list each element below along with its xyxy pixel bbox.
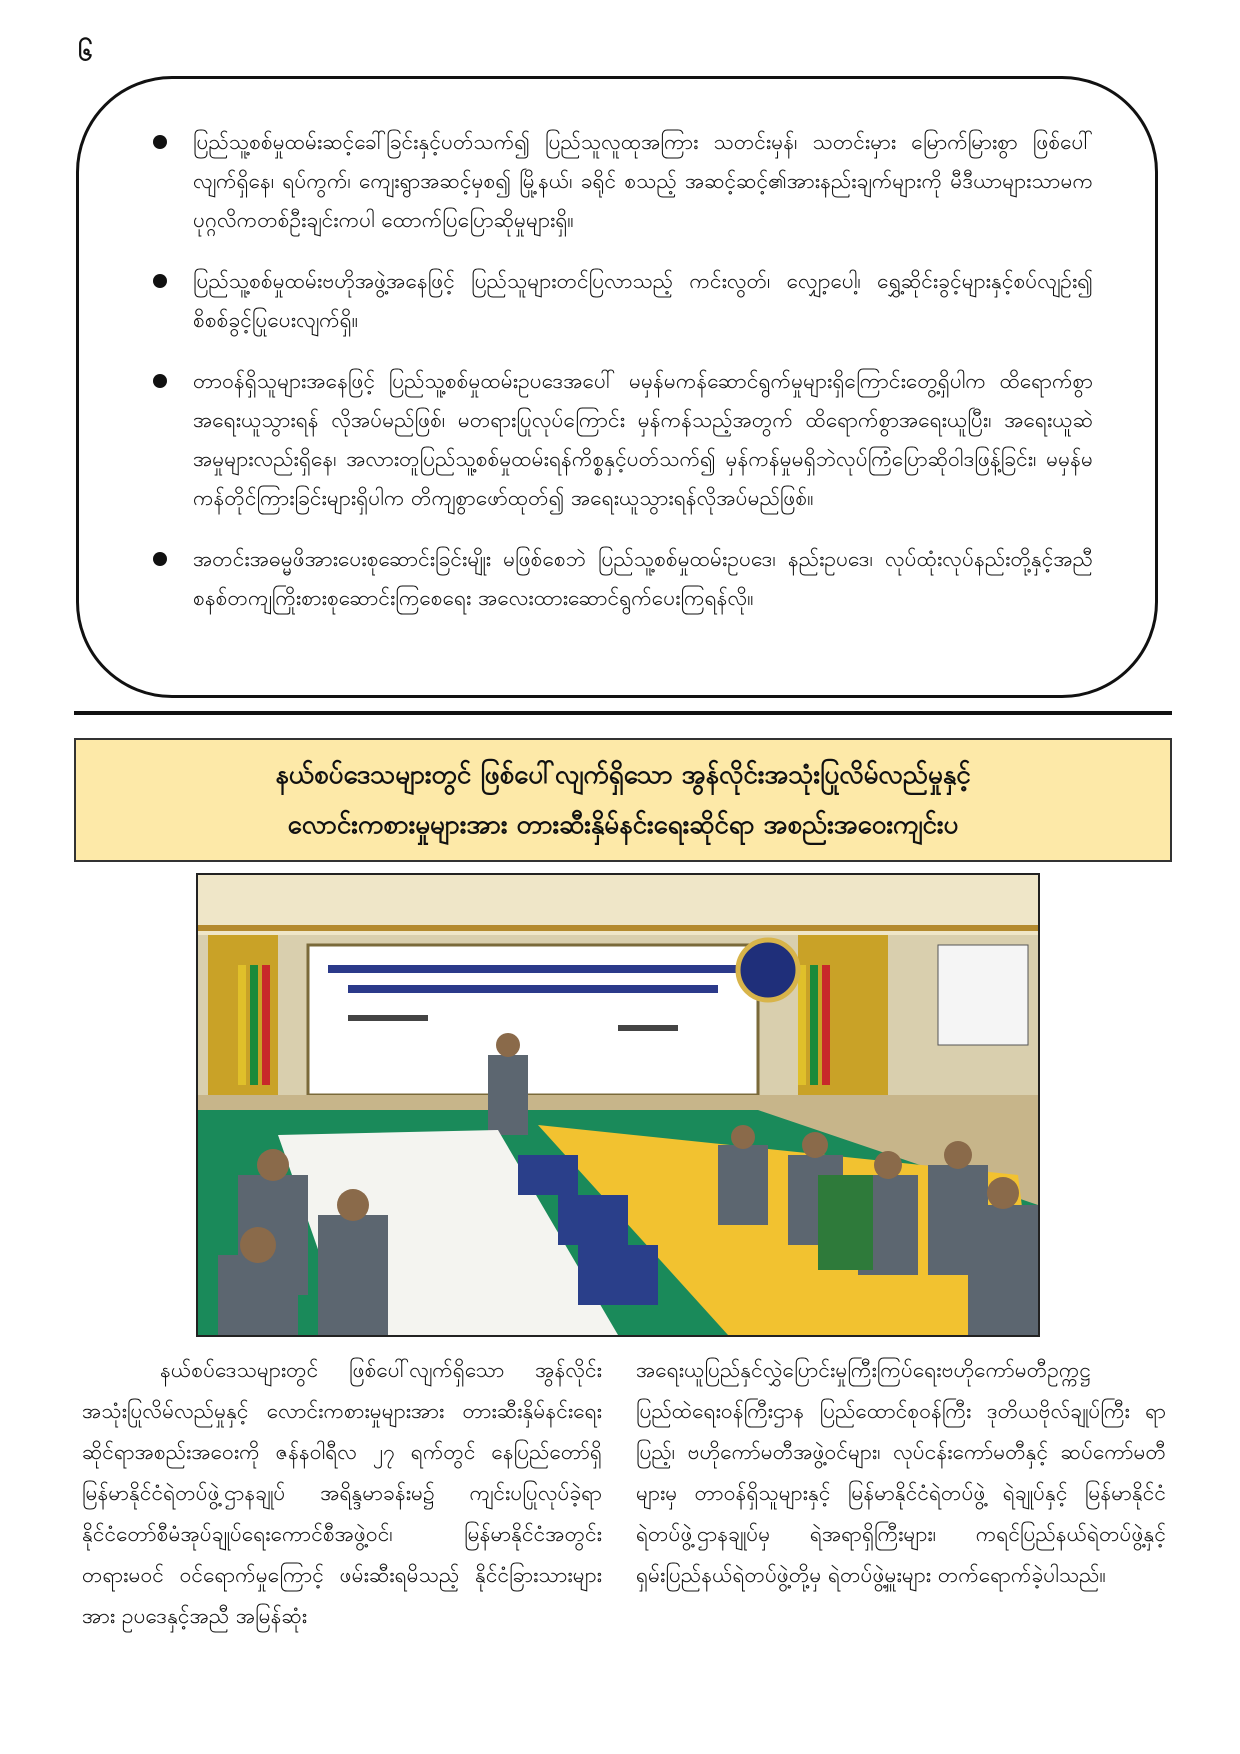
bullet-dot-icon xyxy=(153,552,167,566)
section-divider xyxy=(74,711,1172,715)
bullet-item xyxy=(149,540,1093,618)
meeting-photo-illustration xyxy=(198,875,1038,1335)
headline-banner xyxy=(74,738,1172,862)
bullet-text: အတင်းအဓမ္မဖိအားပေးစုဆောင်းခြင်းမျိုး မဖြစ်စေဘဲ ပြည်သူ့စစ်မှုထမ်းဥပဒေ၊ နည်းဥပဒေ၊ လုပ်ထုံးလုပ်နည်းတို့နှင့်အညီ စနစ်တကျကြိုးစားစုဆောင်းကြစေရေး အလေးထားဆောင်ရွက်ပေးကြရန်လို။ xyxy=(193,547,1093,610)
bullet-text: ပြည်သူ့စစ်မှုထမ်းဗဟိုအဖွဲ့အနေဖြင့် ပြည်သူများတင်ပြလာသည့် ကင်းလွတ်၊ လျှော့ပေါ့၊ ရွှေ့ဆိုင်းခွင့်များနှင့်စပ်လျဉ်း၍ စိစစ်ခွင့်ပြုပေးလျက်ရှိ။ xyxy=(193,269,1093,332)
bullet-item xyxy=(149,123,1093,240)
page-number: ၆ xyxy=(78,37,93,67)
bullet-item xyxy=(149,362,1093,518)
article-column-left: နယ်စပ်ဒေသများတွင် ဖြစ်ပေါ်လျက်ရှိသော အွန်လိုင်းအသုံးပြုလိမ်လည်မှုနှင့် လောင်းကစားမှုများအား တားဆီးနှိမ်နင်းရေးဆိုင်ရာအစည်းအဝေးကို ဇန်နဝါရီလ ၂၇ ရက်တွင် နေပြည်တော်ရှိ မြန်မာနိုင်ငံရဲတပ်ဖွဲ့ဌာနချုပ် အရိန္ဒမာခန်းမ၌ ကျင်းပပြုလုပ်ခဲ့ရာ နိုင်ငံတော်စီမံအုပ်ချုပ်ရေးကောင်စီအဖွဲ့ဝင်၊ မြန်မာနိုင်ငံအတွင်း တရားမဝင် ဝင်ရောက်မှုကြောင့် ဖမ်းဆီးရမိသည့် နိုင်ငံခြားသားများအား ဥပဒေနှင့်အညီ အမြန်ဆုံး xyxy=(82,1358,602,1628)
headline-line-2: လောင်းကစားမှုများအား တားဆီးနှိမ်နင်းရေးဆိုင်ရာ အစည်းအဝေးကျင်းပ xyxy=(287,810,959,840)
headline-line-1: နယ်စပ်ဒေသများတွင် ဖြစ်ပေါ်လျက်ရှိသော အွန်လိုင်းအသုံးပြုလိမ်လည်မှုနှင့် xyxy=(275,760,971,790)
meeting-photo xyxy=(196,873,1040,1337)
bullet-dot-icon xyxy=(153,374,167,388)
bullet-text: ပြည်သူ့စစ်မှုထမ်းဆင့်ခေါ်ခြင်းနှင့်ပတ်သက်၍ ပြည်သူလူထုအကြား သတင်းမှန်၊ သတင်းမှား မြောက်မြားစွာ ဖြစ်ပေါ်လျက်ရှိနေ၊ ရပ်ကွက်၊ ကျေးရွာအဆင့်မှစ၍ မြို့နယ်၊ ခရိုင် စသည့် အဆင့်ဆင့်၏အားနည်းချက်များကို မီဒီယာများသာမက ပုဂ္ဂလိကတစ်ဦးချင်းကပါ ထောက်ပြပြောဆိုမှုများရှိ။ xyxy=(193,130,1093,232)
bullet-dot-icon xyxy=(153,274,167,288)
article-column-right: အရေးယူပြည်နှင်လွှဲပြောင်းမှုကြီးကြပ်ရေးဗဟိုကော်မတီဥက္ကဋ္ဌ ပြည်ထဲရေးဝန်ကြီးဌာန ပြည်ထောင်စုဝန်ကြီး ဒုတိယဗိုလ်ချုပ်ကြီး ရာပြည့်၊ ဗဟိုကော်မတီအဖွဲ့ဝင်များ၊ လုပ်ငန်းကော်မတီနှင့် ဆပ်ကော်မတီများမှ တာဝန်ရှိသူများနှင့် မြန်မာနိုင်ငံရဲတပ်ဖွဲ့ ရဲချုပ်နှင့် မြန်မာနိုင်ငံရဲတပ်ဖွဲ့ဌာနချုပ်မှ ရဲအရာရှိကြီးများ၊ ကရင်ပြည်နယ်ရဲတပ်ဖွဲ့နှင့် ရှမ်းပြည်နယ်ရဲတပ်ဖွဲ့တို့မှ ရဲတပ်ဖွဲ့မှူးများ တက်ရောက်ခဲ့ပါသည်။ xyxy=(636,1358,1166,1587)
bullet-item xyxy=(149,262,1093,340)
bullet-dot-icon xyxy=(153,135,167,149)
bullet-summary-box xyxy=(76,76,1158,698)
bullet-text: တာဝန်ရှိသူများအနေဖြင့် ပြည်သူ့စစ်မှုထမ်းဥပဒေအပေါ် မမှန်မကန်ဆောင်ရွက်မှုများရှိကြောင်းတွေ့ရှိပါက ထိရောက်စွာအရေးယူသွားရန် လိုအပ်မည်ဖြစ်၊ မတရားပြုလုပ်ကြောင်း မှန်ကန်သည့်အတွက် ထိရောက်စွာအရေးယူပြီး၊ အရေးယူဆဲအမှုများလည်းရှိနေ၊ အလားတူပြည်သူ့စစ်မှုထမ်းရန်ကိစ္စနှင့်ပတ်သက်၍ မှန်ကန်မှုမရှိဘဲလုပ်ကြံပြောဆိုဝါဒဖြန့်ခြင်း၊ မမှန်မကန်တိုင်ကြားခြင်းများရှိပါက တိကျစွာဖော်ထုတ်၍ အရေးယူသွားရန်လိုအပ်မည်ဖြစ်။ xyxy=(193,369,1093,510)
